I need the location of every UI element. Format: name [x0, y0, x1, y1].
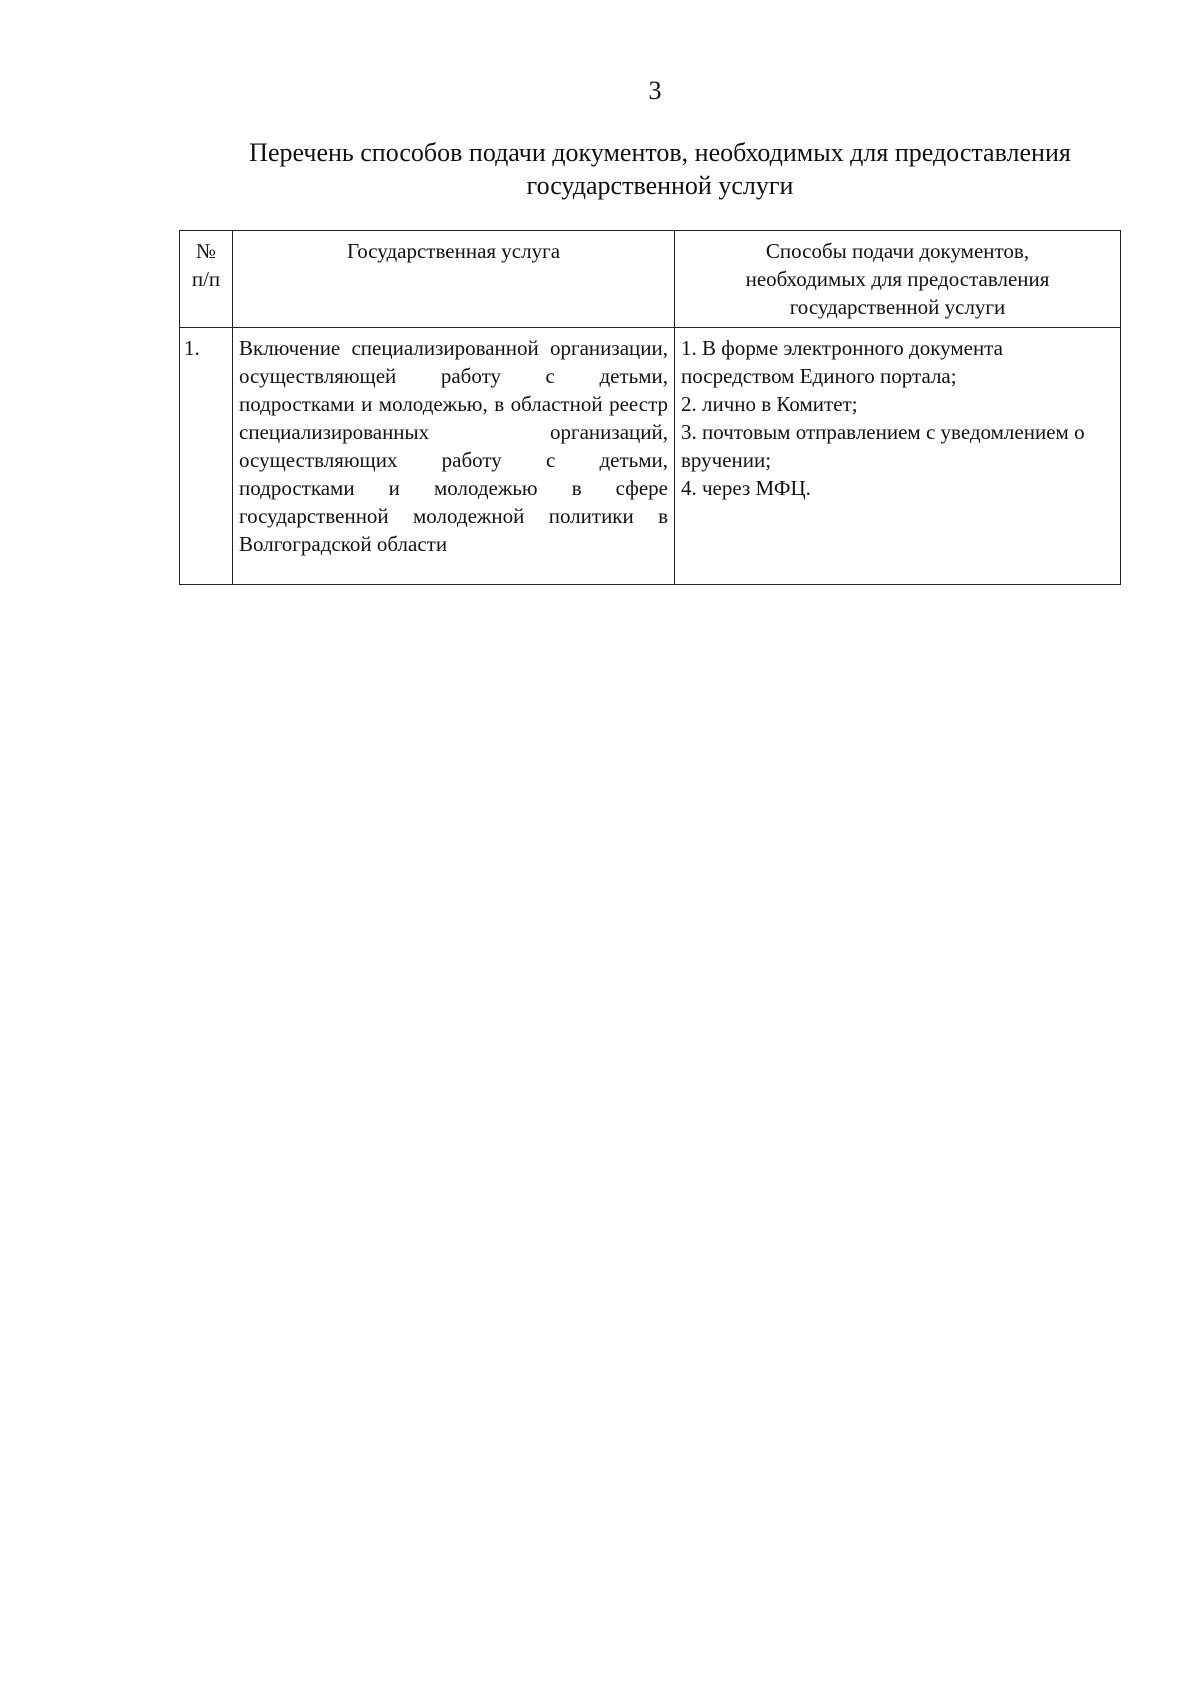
- header-submission-methods-line-3: государственной услуги: [789, 295, 1006, 319]
- submission-method-3: 3. почтовым отправлением с уведомлением о вручении;: [681, 420, 1085, 472]
- table-header-row: [180, 231, 1121, 328]
- services-table: [179, 230, 1121, 585]
- document-title: [180, 136, 1140, 202]
- row-number: 1.: [180, 328, 233, 585]
- header-number: [180, 231, 233, 328]
- header-number-symbol: №: [195, 239, 217, 263]
- header-service: Государственная услуга: [233, 231, 675, 328]
- page-number: 3: [648, 76, 662, 105]
- header-submission-methods: [675, 231, 1121, 328]
- submission-method-4: 4. через МФЦ.: [681, 476, 811, 500]
- header-number-abbr: п/п: [191, 267, 221, 291]
- document-title-line-2: государственной услуги: [526, 171, 794, 200]
- submission-method-1: 1. В форме электронного документа посредством Единого портала;: [681, 336, 1003, 388]
- row-service: Включение специализированной организации, осуществляющей работу с детьми, подростками и молодежью, в областной реестр специализированных организаций, осуществляющих работу с детьми, подростками и молодежью в сфере государственной молодежной политики в Волгоградской области: [233, 328, 675, 585]
- header-submission-methods-line-1: Способы подачи документов,: [765, 239, 1030, 263]
- document-title-line-1: Перечень способов подачи документов, необходимых для предоставления: [249, 138, 1071, 167]
- table-row: [180, 328, 1121, 585]
- header-submission-methods-line-2: необходимых для предоставления: [745, 267, 1050, 291]
- submission-method-2: 2. лично в Комитет;: [681, 392, 858, 416]
- row-submission-methods: [675, 328, 1121, 585]
